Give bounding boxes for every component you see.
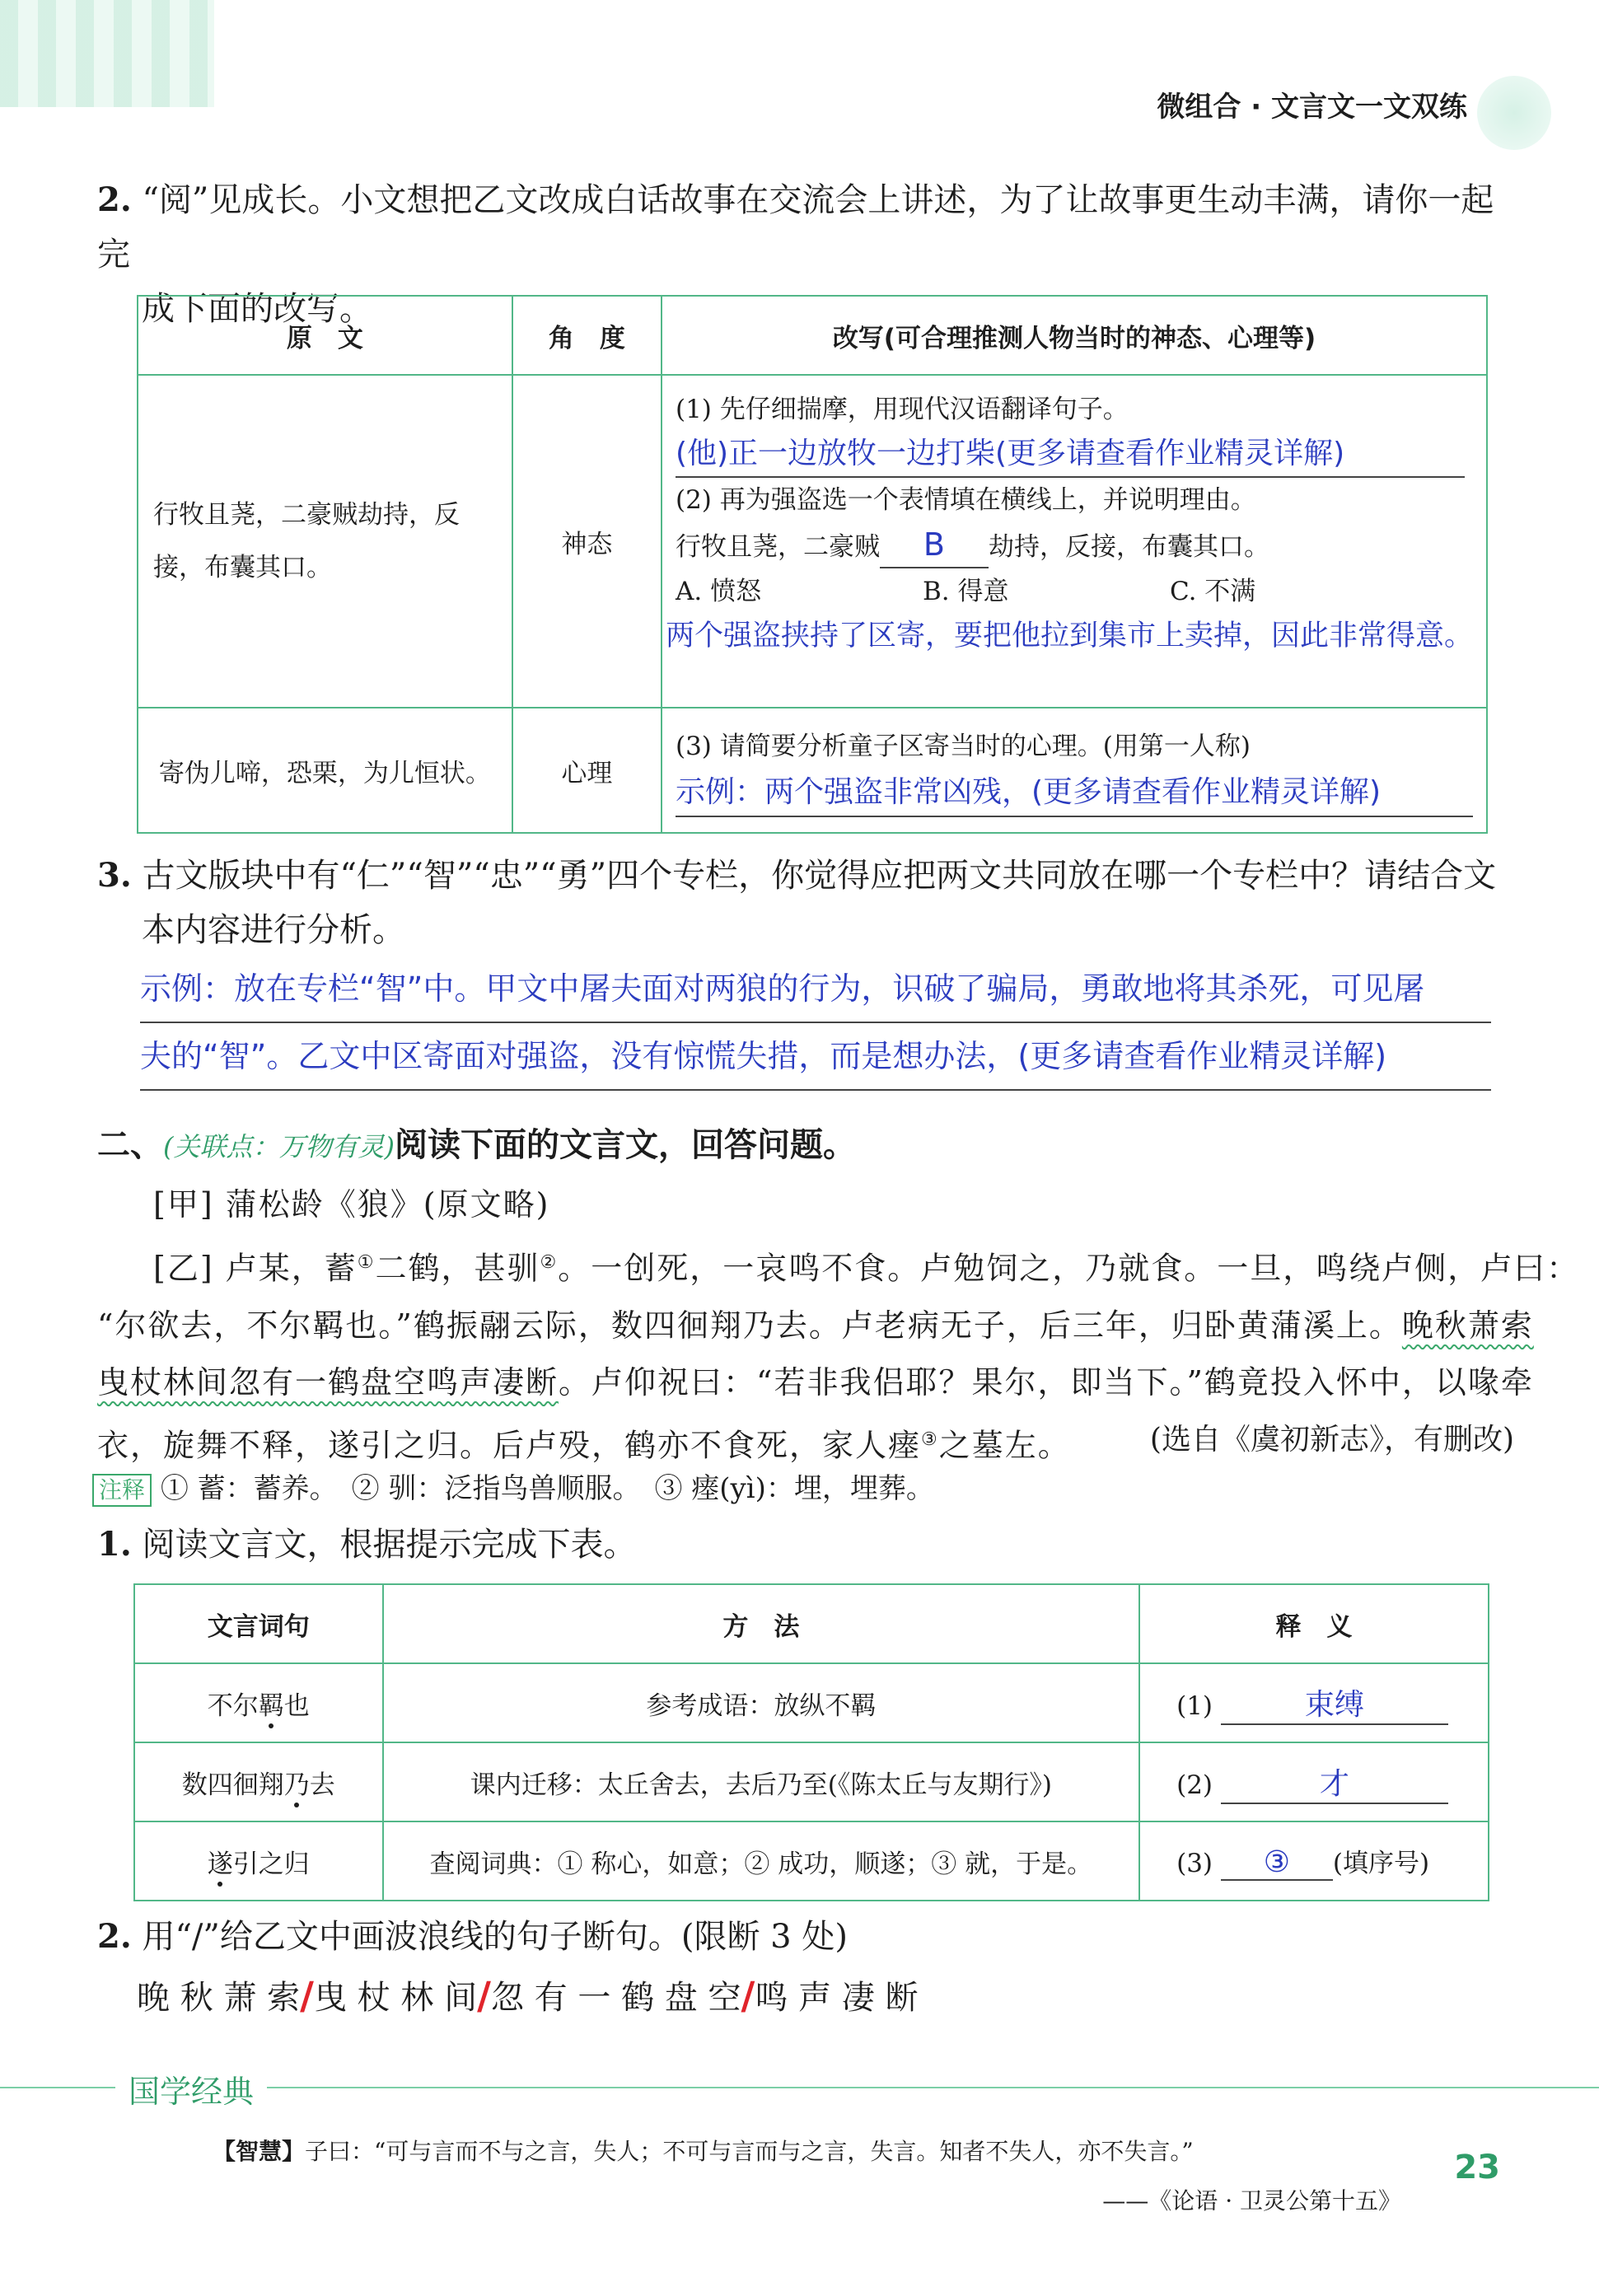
answer-reason: 两个强盗挟持了区寄，要把他拉到集市上卖掉，因此非常得意。 (665, 620, 1473, 652)
dotted-char: 乃 (283, 1770, 310, 1800)
passage-jia (153, 1176, 549, 1233)
passage-jia-label: [甲] (153, 1186, 214, 1223)
header-decoration (0, 0, 214, 107)
wavy-sentence: 晚秋萧索 (1401, 1307, 1534, 1344)
table-cell-phrase (134, 1663, 383, 1742)
meaning-answer: 束缚 (1221, 1681, 1448, 1725)
notes (92, 1468, 934, 1509)
wisdom-tag: 【智慧】 (213, 2138, 306, 2165)
meaning-answer: 才 (1221, 1761, 1448, 1804)
note-ref-1: ① (357, 1252, 376, 1273)
sentence-segment: 曳 杖 林 间 (313, 1979, 478, 2017)
section-number: 二、 (97, 1125, 163, 1164)
phrase-text: 也 (283, 1690, 310, 1721)
table-cell-meaning (1139, 1821, 1489, 1901)
sentence-segment: 晚 秋 萧 索 (137, 1979, 301, 2017)
option-c: C. 不满 (1169, 577, 1256, 606)
passage-text: 衣，旋舞不释，遂引之归。后卢殁，鹤亦不食死，家人瘗 (97, 1427, 922, 1464)
answer-3: 示例：两个强盗非常凶残，(更多请查看作业精灵详解) (676, 769, 1473, 817)
blank-number: (1) (1176, 1690, 1213, 1721)
sentence-segment: 忽 有 一 鹤 盘 空 (490, 1979, 741, 2017)
phrase-text: 引之归 (232, 1849, 310, 1879)
notes-text: ① 蓄：蓄养。 ② 驯：泛指鸟兽顺服。 ③ 瘗(yì)：埋，埋葬。 (160, 1472, 934, 1505)
option-a: A. 愤怒 (675, 577, 762, 606)
passage-text: “尔欲去，不尔羁也。”鹤振翮云际，数四徊翔乃去。卢老病无子，后三年，归卧黄蒲溪上。 (97, 1307, 1402, 1344)
phrase-text: 不尔 (207, 1690, 259, 1721)
prompt-1: (1) 先仔细揣摩，用现代汉语翻译句子。 (675, 395, 1129, 424)
quote-source: ——《论语 · 卫灵公第十五》 (1102, 2187, 1401, 2214)
question-number: 3. (97, 856, 132, 895)
option-b: B. 得意 (922, 577, 1009, 606)
table-cell-method: 查阅词典：① 称心，如意；② 成功，顺遂；③ 就，于是。 (383, 1821, 1140, 1901)
passage-jia-text: 蒲松龄《狼》(原文略) (225, 1186, 550, 1223)
answer-line-2: 夫的“智”。乙文中区寄面对强盗，没有惊慌失措，而是想办法，(更多请查看作业精灵详解) (140, 1023, 1491, 1091)
prompt-2: (2) 再为强盗选一个表情填在横线上，并说明理由。 (675, 485, 1256, 515)
question-2b (97, 1910, 848, 1964)
question-3 (97, 849, 1514, 957)
prompt-3: (3) 请简要分析童子区寄当时的心理。(用第一人称) (675, 732, 1251, 761)
question-text: 用“/”给乙文中画波浪线的句子断句。(限断 3 处) (142, 1918, 848, 1956)
section-2-heading (97, 1120, 856, 1171)
answer-3-block (140, 956, 1491, 1091)
sentence-break-answer (137, 1971, 918, 2022)
dotted-char: 遂 (207, 1849, 233, 1879)
table-header-angle: 角 度 (512, 296, 662, 375)
phrase-text: 数四徊翔 (181, 1770, 284, 1800)
footer-quote (213, 2134, 1194, 2167)
table-header-original: 原 文 (138, 296, 512, 375)
table-row (134, 1821, 1489, 1901)
table-header-rewrite: 改写(可合理推测人物当时的神态、心理等) (662, 296, 1487, 375)
meaning-suffix: (填序号) (1332, 1848, 1430, 1878)
passage-yi-label: [乙] (153, 1250, 214, 1287)
table-cell-meaning (1139, 1742, 1489, 1821)
page-number: 23 (1454, 2149, 1500, 2186)
question-number: 2. (97, 180, 132, 219)
table-cell-method: 参考成语：放纵不羁 (383, 1663, 1140, 1742)
answer-1: (他)正一边放牧一边打柴(更多请查看作业精灵详解) (676, 432, 1465, 478)
header-title: 微组合 · 文言文一文双练 (1157, 91, 1467, 124)
phrase-text: 去 (309, 1770, 335, 1800)
fill-sentence (676, 522, 1473, 569)
dotted-char: 羁 (258, 1690, 284, 1721)
blank-answer: B (880, 522, 989, 568)
table-header-phrase: 文言词句 (134, 1584, 383, 1663)
table-cell-rewrite-2 (662, 708, 1487, 833)
table-cell-angle-2: 心理 (512, 708, 662, 833)
red-slash: / (300, 1973, 314, 2018)
quote-text: 子曰：“可与言而不与之言，失人；不可与言而与之言，失言。知者不失人，亦不失言。” (305, 2138, 1194, 2165)
note-ref-2: ② (540, 1252, 559, 1273)
rewrite-table (137, 295, 1488, 834)
table-cell-method: 课内迁移：太丘舍去，去后乃至(《陈太丘与友期行》) (383, 1742, 1140, 1821)
question-text: 阅读文言文，根据提示完成下表。 (142, 1526, 637, 1564)
question-text-continued: 本内容进行分析。 (142, 911, 405, 949)
table-cell-original: 行牧且荛，二豪贼劫持，反接，布囊其口。 (138, 375, 512, 708)
answer-line-1: 示例：放在专栏“智”中。甲文中屠夫面对两狼的行为，识破了骗局，勇敢地将其杀死，可见屠 (140, 956, 1491, 1023)
table-header-method: 方 法 (383, 1584, 1140, 1663)
wavy-sentence: 曳杖林间忽有一鹤盘空鸣声凄断 (97, 1363, 559, 1401)
meaning-answer: ③ (1221, 1845, 1333, 1881)
note-ref-3: ③ (921, 1429, 939, 1450)
question-text: “阅”见成长。小文想把乙文改成白话故事在交流会上讲述，为了让故事更生动丰满，请你一起完 (97, 181, 1494, 274)
section-tag: (关联点：万物有灵) (163, 1131, 395, 1162)
vocab-table (133, 1583, 1489, 1901)
section-instruction: 阅读下面的文言文，回答问题。 (394, 1125, 856, 1164)
red-slash: / (477, 1973, 491, 2018)
footer-label: 国学经典 (115, 2066, 267, 2111)
passage-text: 之墓左。 (938, 1427, 1071, 1464)
table-cell-rewrite (662, 375, 1487, 708)
passage-source: (选自《虞初新志》，有删改) (1149, 1422, 1514, 1457)
passage-yi (97, 1234, 1580, 1474)
options (676, 569, 1473, 614)
sentence-pre: 行牧且荛，二豪贼 (675, 532, 880, 562)
passage-text: 卢某，蓄 (225, 1250, 358, 1287)
blank-number: (2) (1176, 1770, 1213, 1800)
question-1b (97, 1517, 636, 1572)
question-number: 2. (97, 1917, 132, 1956)
red-slash: / (741, 1973, 755, 2018)
table-cell-angle: 神态 (512, 375, 662, 708)
table-cell-phrase (134, 1742, 383, 1821)
table-cell-meaning (1139, 1663, 1489, 1742)
question-text-continued: 成下面的改写。 (142, 290, 372, 328)
header-circle-decoration (1477, 76, 1551, 150)
table-row (134, 1742, 1489, 1821)
notes-label: 注释 (92, 1474, 152, 1507)
sentence-segment: 鸣 声 凄 断 (755, 1979, 919, 2017)
question-number: 1. (97, 1525, 132, 1564)
question-text: 古文版块中有“仁”“智”“忠”“勇”四个专栏，你觉得应把两文共同放在哪一个专栏中？请结合文 (142, 857, 1497, 895)
passage-text: 二鹤，甚驯 (375, 1250, 540, 1287)
passage-text: 。卢仰祝曰：“若非我侣耶？果尔，即当下。”鹤竟投入怀中，以喙牵 (559, 1363, 1534, 1401)
table-row (134, 1663, 1489, 1742)
passage-text: 。一创死，一哀鸣不食。卢勉饲之，乃就食。一旦，鸣绕卢侧，卢曰： (558, 1250, 1580, 1287)
sentence-post: 劫持，反接，布囊其口。 (988, 532, 1269, 562)
table-cell-phrase (134, 1821, 383, 1901)
table-header-meaning: 释 义 (1139, 1584, 1489, 1663)
blank-number: (3) (1176, 1848, 1213, 1878)
table-cell-original-2: 寄伪儿啼，恐栗，为儿恒状。 (138, 708, 512, 833)
